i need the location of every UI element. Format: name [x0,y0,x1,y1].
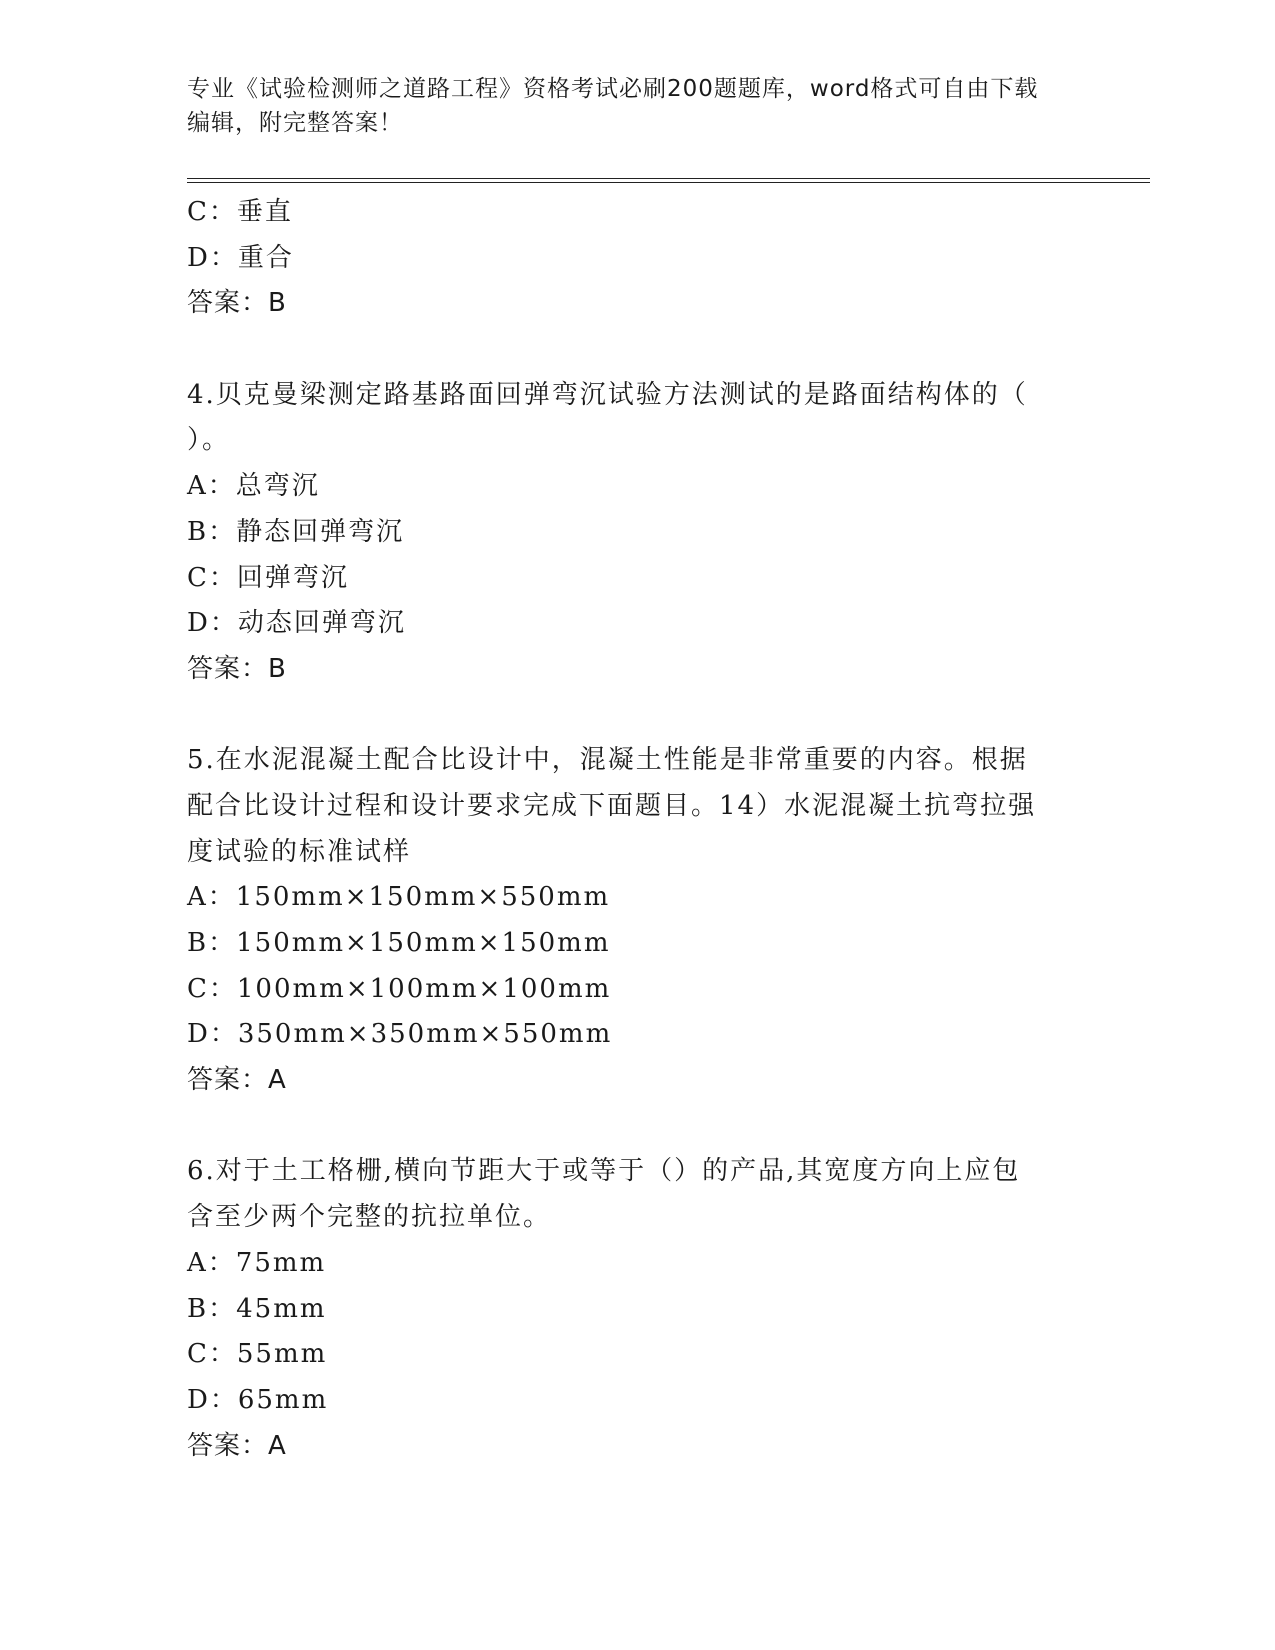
q4-stem-line-2: ）。 [187,425,231,456]
q6-stem-line-2: 含至少两个完整的抗拉单位。 [187,1202,552,1233]
spacer [187,693,1087,739]
q5-option-a: A：150mm×150mm×550mm [187,882,611,913]
q6-option-a: A：75mm [187,1247,327,1278]
q3-answer: 答案：B [187,288,287,319]
q5-stem-line-3: 度试验的标准试样 [187,836,412,867]
q6-stem-line-1: 6.对于土工格栅,横向节距大于或等于（）的产品,其宽度方向上应包 [187,1156,1021,1187]
q5-stem-line-1: 5.在水泥混凝土配合比设计中，混凝土性能是非常重要的内容。根据 [187,745,1028,776]
q5-option-c: C：100mm×100mm×100mm [187,973,612,1004]
question-3-tail [187,190,1087,327]
question-5 [187,738,1087,1104]
header-line-2: 编辑，附完整答案！ [187,110,403,136]
q5-option-d: D：350mm×350mm×550mm [187,1019,613,1050]
spacer [187,327,1087,373]
header-line-1: 专业《试验检测师之道路工程》资格考试必刷200题题库，word格式可自由下载 [187,76,1039,102]
q6-option-b: B：45mm [187,1293,327,1324]
q4-stem-line-1: 4.贝克曼梁测定路基路面回弹弯沉试验方法测试的是路面结构体的（ [187,379,1028,410]
header-divider-bottom [187,182,1150,183]
q4-option-a: A：总弯沉 [187,471,320,502]
spacer [187,1104,1087,1150]
question-list [187,190,1087,1469]
q3-option-c: C：垂直 [187,197,293,227]
header-divider-top [187,178,1150,179]
q3-option-d: D：重合 [187,242,294,273]
q6-option-c: C：55mm [187,1339,328,1370]
q6-answer: 答案：A [187,1430,287,1461]
q4-option-c: C：回弹弯沉 [187,562,349,593]
q5-stem-line-2: 配合比设计过程和设计要求完成下面题目。14）水泥混凝土抗弯拉强 [187,790,1037,821]
q5-option-b: B：150mm×150mm×150mm [187,928,611,958]
q6-option-d: D：65mm [187,1384,329,1415]
question-6 [187,1149,1087,1469]
q4-option-b: B：静态回弹弯沉 [187,516,405,547]
question-4 [187,373,1087,693]
q4-answer: 答案：B [187,653,287,684]
q5-answer: 答案：A [187,1065,287,1096]
document-header [187,72,1087,140]
q4-option-d: D：动态回弹弯沉 [187,608,406,639]
